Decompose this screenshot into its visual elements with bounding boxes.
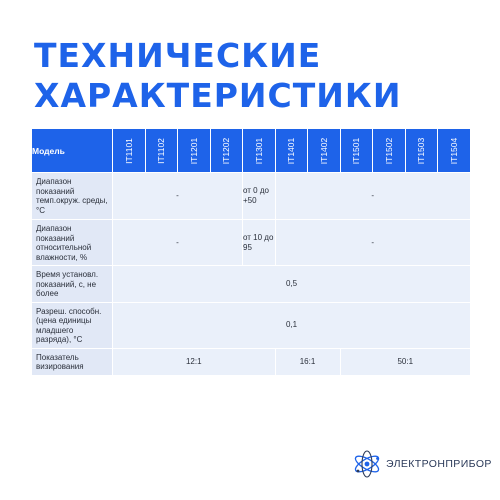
title-line-1: ТЕХНИЧЕСКИЕ bbox=[34, 36, 322, 75]
value-cell: - bbox=[113, 220, 243, 266]
model-header-it1502: IT1502 bbox=[373, 129, 406, 173]
atom-icon bbox=[352, 449, 382, 479]
model-header-it1402: IT1402 bbox=[308, 129, 341, 173]
value-cell: 0,5 bbox=[113, 266, 471, 303]
table-row bbox=[32, 266, 471, 303]
brand-logo bbox=[352, 449, 492, 479]
model-column-header: Модель bbox=[32, 129, 113, 173]
brand-name: ЭЛЕКТРОНПРИБОР bbox=[386, 458, 492, 470]
param-temperature-range: Диапазон показаний темп.окруж. среды, °С bbox=[32, 173, 113, 220]
model-header-it1102: IT1102 bbox=[145, 129, 178, 173]
table-row bbox=[32, 302, 471, 348]
page-title bbox=[34, 36, 401, 116]
model-header-it1101: IT1101 bbox=[113, 129, 146, 173]
table-header-row bbox=[32, 129, 471, 173]
model-header-it1202: IT1202 bbox=[210, 129, 243, 173]
value-cell: 16:1 bbox=[275, 348, 340, 375]
value-cell: от 0 до +50 bbox=[243, 173, 276, 220]
table-row bbox=[32, 348, 471, 375]
title-line-2: ХАРАКТЕРИСТИКИ bbox=[34, 76, 402, 115]
table-row bbox=[32, 173, 471, 220]
value-cell: от 10 до 95 bbox=[243, 220, 276, 266]
value-cell: - bbox=[275, 220, 471, 266]
model-header-it1503: IT1503 bbox=[405, 129, 438, 173]
param-resolution: Разреш. способн. (цена единицы младшего разряда), °С bbox=[32, 302, 113, 348]
param-humidity-range: Диапазон показаний относительной влажности, % bbox=[32, 220, 113, 266]
model-header-it1401: IT1401 bbox=[275, 129, 308, 173]
model-header-it1501: IT1501 bbox=[340, 129, 373, 173]
value-cell: 12:1 bbox=[113, 348, 276, 375]
param-response-time: Время установл. показаний, с, не более bbox=[32, 266, 113, 303]
value-cell: - bbox=[113, 173, 243, 220]
specifications-table bbox=[31, 128, 471, 376]
value-cell: - bbox=[275, 173, 471, 220]
table-row bbox=[32, 220, 471, 266]
model-header-it1301: IT1301 bbox=[243, 129, 276, 173]
param-sighting-ratio: Показатель визирования bbox=[32, 348, 113, 375]
model-header-it1201: IT1201 bbox=[178, 129, 211, 173]
value-cell: 50:1 bbox=[340, 348, 471, 375]
model-header-it1504: IT1504 bbox=[438, 129, 471, 173]
value-cell: 0,1 bbox=[113, 302, 471, 348]
